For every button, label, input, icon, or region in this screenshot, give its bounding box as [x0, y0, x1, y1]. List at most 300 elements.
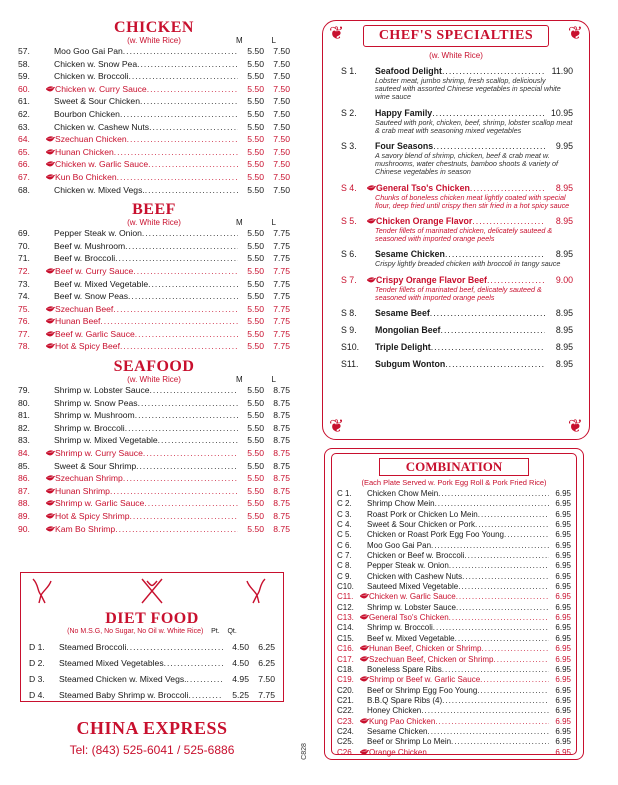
price-large: 7.75: [273, 341, 290, 352]
item-price: 6.95: [555, 489, 571, 498]
item-name: Shrimp or Beef w. Garlic Sauce: [369, 675, 481, 685]
col-l: L: [271, 36, 276, 45]
menu-item-row: [18, 146, 290, 159]
item-name: Sweet & Sour Shrimp: [54, 460, 137, 471]
item-number: 66.: [18, 159, 30, 170]
price-pint: 4.95: [232, 674, 249, 684]
item-number: C19.: [337, 675, 354, 685]
item-number: S 7.: [341, 274, 357, 285]
item-name: Chicken w. Snow Pea: [54, 58, 138, 69]
price-large: 8.75: [273, 410, 290, 421]
item-name: Beef w. Curry Sauce: [55, 265, 134, 276]
item-name: Chicken with Cashew Nuts: [367, 571, 463, 581]
menu-item-row: [18, 384, 290, 397]
menu-item-row: [341, 307, 573, 319]
diet-food-box: [20, 572, 284, 702]
chili-pepper-icon: [360, 676, 369, 685]
item-number: S 8.: [341, 308, 357, 319]
menu-item-row: [337, 572, 571, 582]
price-large: 7.50: [273, 83, 290, 94]
price-medium: 5.50: [247, 303, 264, 314]
menu-item-row: [337, 510, 571, 520]
price-large: 8.75: [273, 511, 290, 521]
menu-item-row: [337, 748, 571, 758]
menu-item-row: [337, 499, 571, 509]
price-medium: 5.50: [247, 240, 264, 251]
price-medium: 5.50: [247, 184, 264, 195]
menu-item-row: [18, 472, 290, 485]
leader-dots: [129, 70, 238, 83]
price-medium: 5.50: [247, 341, 264, 352]
item-name: Pepper Steak w. Onion: [367, 561, 449, 571]
menu-item-row: [337, 737, 571, 747]
item-number: 83.: [18, 435, 30, 446]
price-medium: 5.50: [247, 171, 264, 182]
leader-dots: [164, 655, 223, 671]
menu-item-row: [337, 582, 571, 592]
item-number: S 1.: [341, 66, 357, 76]
leader-dots: [431, 341, 545, 353]
item-number: S10.: [341, 342, 360, 353]
price-medium: 5.50: [247, 83, 264, 94]
menu-item-row: [18, 108, 290, 121]
item-description: Lobster meat, jumbo shrimp, fresh scallop, deliciously sauteed with assorted Chinese vegetables in special white wine sauce: [375, 76, 561, 102]
item-price: 6.95: [555, 561, 571, 571]
item-number: 64.: [18, 134, 30, 145]
chili-pepper-icon: [46, 305, 55, 316]
item-number: S 9.: [341, 325, 357, 336]
item-number: 77.: [18, 328, 30, 339]
chicken-title: CHICKEN: [114, 19, 194, 36]
chili-pepper-icon: [360, 614, 369, 623]
item-price: 6.95: [555, 499, 571, 509]
item-price: 6.95: [555, 664, 571, 674]
leader-dots: [427, 748, 549, 758]
price-medium: 5.50: [247, 397, 264, 408]
item-number: 76.: [18, 316, 30, 327]
price-medium: 5.50: [247, 523, 264, 534]
item-number: C 7.: [337, 551, 352, 561]
menu-item-row: [341, 358, 573, 370]
item-name: Hunan Chicken: [55, 146, 114, 157]
item-name: Subgum Wonton: [375, 359, 446, 370]
price-large: 7.50: [273, 184, 290, 195]
item-number: 84.: [18, 448, 30, 459]
price-large: 8.75: [273, 448, 290, 459]
leader-dots: [143, 447, 238, 460]
menu-item-row: [18, 171, 290, 184]
price-pint: 4.50: [232, 642, 249, 652]
menu-item-row: [18, 278, 290, 291]
item-name: Hunan Shrimp: [55, 485, 110, 496]
price-medium: 5.50: [247, 422, 264, 433]
menu-item-row: [18, 422, 290, 435]
item-name: Hunan Beef, Chicken or Shrimp: [369, 644, 482, 654]
item-name: Sweet & Sour Chicken: [54, 96, 140, 107]
leader-dots: [449, 613, 549, 623]
item-number: 82.: [18, 422, 30, 433]
price-large: 7.75: [273, 265, 290, 276]
item-number: C 2.: [337, 499, 352, 509]
chili-pepper-icon: [46, 487, 55, 498]
price-large: 7.75: [273, 278, 290, 289]
item-name: Roast Pork or Chicken Lo Mein: [367, 509, 478, 519]
menu-item-row: [18, 434, 290, 447]
corner-ornament-icon: ❦: [329, 23, 345, 43]
price-medium: 5.50: [247, 278, 264, 289]
col-l: L: [271, 218, 276, 228]
leader-dots: [125, 240, 238, 253]
price-medium: 5.50: [247, 71, 264, 82]
item-name: Hot & Spicy Beef: [55, 341, 120, 352]
item-name: Kam Bo Shrimp: [55, 523, 116, 534]
chili-pepper-icon: [46, 330, 55, 341]
item-number: D 1.: [29, 642, 45, 652]
leader-dots: [421, 706, 549, 716]
item-description: Tender fillets of marinated chicken, delicately sauteed & seasoned with imported orange peels: [375, 226, 553, 244]
restaurant-name: CHINA EXPRESS: [76, 718, 228, 738]
item-number: C26.: [337, 747, 354, 757]
menu-item-row: [337, 520, 571, 530]
price-large: 7.50: [273, 171, 290, 182]
price-medium: 5.50: [247, 328, 264, 339]
item-name: Orange Chicken: [369, 747, 427, 757]
specialty-item: [341, 341, 573, 353]
price-large: 7.50: [273, 108, 290, 119]
item-price: 8.95: [555, 342, 573, 353]
leader-dots: [145, 184, 238, 197]
price-large: 7.50: [273, 146, 290, 157]
leader-dots: [470, 182, 545, 194]
seafood-subtitle: (w. White Rice): [127, 375, 181, 385]
specialty-item: [341, 215, 573, 243]
specialty-item: [341, 307, 573, 319]
specialty-item: [341, 358, 573, 370]
price-large: 8.75: [273, 422, 290, 433]
menu-item-row: [18, 447, 290, 460]
menu-item-row: [18, 45, 290, 58]
col-m: M: [236, 36, 243, 45]
chili-pepper-icon: [46, 474, 55, 485]
menu-item-row: [18, 315, 290, 328]
menu-item-row: [337, 603, 571, 613]
leader-dots: [127, 133, 238, 146]
item-name: Steamed Chicken w. Mixed Vegs.: [59, 674, 187, 684]
item-name: Sauteed Mixed Vegetable: [367, 582, 459, 592]
item-number: 85.: [18, 460, 30, 471]
price-large: 7.75: [273, 303, 290, 314]
item-name: Shrimp w. Lobster Sauce: [367, 602, 456, 612]
item-name: Sesame Chicken: [375, 249, 445, 260]
col-l: L: [271, 375, 276, 385]
beef-section: [18, 202, 290, 353]
leader-dots: [113, 303, 238, 316]
menu-item-row: [337, 655, 571, 665]
item-price: 6.95: [555, 582, 571, 592]
leader-dots: [477, 686, 549, 696]
price-medium: 5.50: [247, 108, 264, 119]
chili-pepper-icon: [46, 267, 55, 278]
price-large: 7.50: [273, 96, 290, 107]
leader-dots: [458, 582, 549, 592]
chili-pepper-icon: [46, 499, 55, 510]
leader-dots: [462, 572, 549, 582]
item-number: 70.: [18, 240, 30, 251]
price-large: 7.75: [273, 228, 290, 239]
leader-dots: [148, 158, 238, 171]
leader-dots: [487, 274, 545, 286]
leader-dots: [464, 551, 549, 561]
price-medium: 5.50: [247, 316, 264, 327]
item-name: Chicken w. Cashew Nuts: [54, 121, 150, 132]
price-pint: 4.50: [232, 658, 249, 668]
menu-item-row: [18, 240, 290, 253]
item-price: 9.95: [555, 141, 573, 152]
leader-dots: [135, 328, 238, 341]
item-number: C14.: [337, 623, 354, 633]
item-price: 6.95: [555, 551, 571, 561]
menu-item-row: [337, 613, 571, 623]
item-price: 9.00: [555, 274, 573, 285]
item-name: Hot & Spicy Shrimp: [55, 511, 130, 521]
item-name: Steamed Baby Shrimp w. Broccoli: [59, 690, 189, 700]
price-large: 8.75: [273, 460, 290, 471]
menu-item-row: [18, 328, 290, 341]
leader-dots: [432, 107, 545, 119]
item-number: C 5.: [337, 530, 352, 540]
menu-item-row: [18, 95, 290, 108]
chili-pepper-icon: [360, 749, 369, 758]
menu-item-row: [337, 717, 571, 727]
item-number: C15.: [337, 633, 354, 643]
item-name: Beef or Shrimp Lo Mein: [367, 737, 452, 747]
price-medium: 5.50: [247, 265, 264, 276]
item-name: Shrimp w. Curry Sauce: [55, 448, 143, 459]
item-name: Shrimp w. Snow Peas: [54, 397, 138, 408]
item-description: Crispy lightly breaded chicken with broccoli in tangy sauce: [375, 259, 561, 269]
item-number: D 3.: [29, 674, 45, 684]
chili-pepper-icon: [360, 656, 369, 665]
combo-subtitle: (Each Plate Served w. Pork Egg Roll & Pork Fried Rice): [361, 478, 547, 487]
chicken-list: [18, 45, 290, 196]
specialty-item: [341, 107, 573, 135]
menu-item-row: [18, 340, 290, 353]
item-number: C 4.: [337, 520, 352, 530]
leader-dots: [110, 485, 238, 498]
price-medium: 5.50: [247, 435, 264, 446]
price-large: 7.75: [273, 291, 290, 302]
leader-dots: [140, 95, 238, 108]
leader-dots: [456, 592, 549, 602]
item-name: Chicken w. Curry Sauce: [55, 83, 147, 94]
menu-item-row: [18, 158, 290, 171]
leader-dots: [137, 58, 238, 71]
leader-dots: [187, 671, 223, 687]
specialty-item: [341, 248, 573, 268]
item-name: Beef or Shrimp Egg Foo Young: [367, 685, 478, 695]
item-name: Beef w. Mixed Vegetable: [54, 278, 149, 289]
item-price: 6.95: [555, 602, 571, 612]
item-price: 6.95: [555, 633, 571, 643]
item-name: Sesame Chicken: [367, 726, 428, 736]
menu-item-row: [337, 686, 571, 696]
chili-pepper-icon: [46, 342, 55, 353]
item-name: Shrimp w. Mushroom: [54, 410, 135, 421]
leader-dots: [449, 561, 549, 571]
leader-dots: [128, 290, 238, 303]
item-number: 60.: [18, 83, 30, 94]
leader-dots: [504, 530, 549, 540]
price-medium: 5.50: [247, 159, 264, 170]
item-number: 68.: [18, 184, 30, 195]
leader-dots: [133, 265, 238, 278]
leader-dots: [430, 307, 545, 319]
leader-dots: [478, 510, 549, 520]
chili-pepper-icon: [360, 718, 369, 727]
menu-item-row: [18, 460, 290, 473]
item-name: Chicken Orange Flavor: [376, 216, 473, 227]
leader-dots: [431, 541, 549, 551]
item-number: C11.: [337, 592, 354, 602]
menu-item-row: [29, 687, 275, 703]
item-name: B.B.Q Spare Ribs (4): [367, 695, 443, 705]
leader-dots: [138, 397, 238, 410]
price-quart: 6.25: [258, 642, 275, 652]
price-medium: 5.50: [247, 146, 264, 157]
item-name: Chicken or Roast Pork Egg Foo Young: [367, 530, 504, 540]
item-number: C 1.: [337, 489, 352, 498]
price-large: 8.75: [273, 523, 290, 534]
menu-item-row: [18, 523, 290, 536]
price-medium: 5.50: [247, 253, 264, 264]
menu-item-row: [337, 623, 571, 633]
menu-item-row: [337, 561, 571, 571]
leader-dots: [120, 108, 238, 121]
menu-item-row: [337, 665, 571, 675]
chili-pepper-icon: [46, 160, 55, 171]
item-number: 81.: [18, 410, 30, 421]
item-price: 11.90: [551, 66, 573, 76]
leader-dots: [148, 278, 238, 291]
menu-item-row: [18, 58, 290, 71]
item-number: 73.: [18, 278, 30, 289]
menu-item-row: [341, 274, 573, 286]
item-number: S 4.: [341, 182, 357, 193]
leader-dots: [475, 520, 549, 530]
chili-pepper-icon: [46, 173, 55, 184]
item-price: 6.95: [555, 737, 571, 747]
menu-item-row: [337, 706, 571, 716]
beef-subtitle: (w. White Rice): [127, 218, 181, 228]
leader-dots: [135, 409, 238, 422]
price-medium: 5.50: [247, 485, 264, 496]
phone-number: Tel: (843) 525-6041 / 525-6886: [69, 743, 235, 757]
price-large: 7.50: [273, 134, 290, 145]
item-number: 88.: [18, 498, 30, 509]
leader-dots: [149, 121, 238, 134]
leader-dots: [114, 146, 238, 159]
chili-pepper-icon: [46, 525, 55, 536]
leader-dots: [147, 83, 238, 96]
item-number: 65.: [18, 146, 30, 157]
item-name: Chicken w. Broccoli: [54, 71, 129, 82]
price-large: 8.75: [273, 397, 290, 408]
price-large: 7.50: [273, 46, 290, 56]
menu-item-row: [18, 70, 290, 83]
item-number: C 6.: [337, 540, 352, 550]
item-name: Moo Goo Gai Pan: [54, 46, 123, 56]
item-name: Seafood Delight: [375, 66, 442, 76]
chef-list: [341, 65, 573, 375]
item-name: Szechuan Beef: [55, 303, 114, 314]
item-number: C 3.: [337, 509, 352, 519]
menu-item-row: [18, 227, 290, 240]
menu-item-row: [341, 182, 573, 194]
item-number: C25.: [337, 737, 354, 747]
diet-subtitle: (No M.S.G, No Sugar, No Oil w. White Rice): [67, 628, 204, 635]
leader-dots: [136, 460, 238, 473]
menu-item-row: [18, 265, 290, 278]
item-number: D 4.: [29, 690, 45, 700]
leader-dots: [150, 384, 238, 397]
item-price: 8.95: [555, 308, 573, 319]
price-large: 8.75: [273, 473, 290, 484]
item-name: Hunan Beef: [55, 316, 101, 327]
leader-dots: [142, 227, 238, 240]
item-price: 8.95: [555, 216, 573, 227]
item-number: S 2.: [341, 107, 357, 118]
item-price: 8.95: [555, 249, 573, 260]
item-name: Steamed Broccoli: [59, 642, 127, 652]
item-number: 61.: [18, 96, 30, 107]
item-number: C16.: [337, 644, 354, 654]
price-medium: 5.50: [247, 448, 264, 459]
col-pt: Pt.: [211, 628, 220, 635]
price-medium: 5.50: [247, 228, 264, 239]
price-medium: 5.50: [247, 291, 264, 302]
chef-banner: [363, 25, 549, 47]
crane-decoration-icon: [245, 577, 269, 609]
item-name: Shrimp Chow Mein: [367, 499, 435, 509]
leader-dots: [435, 499, 549, 509]
item-number: C24.: [337, 726, 354, 736]
chili-pepper-icon: [46, 85, 55, 96]
leader-dots: [115, 252, 238, 265]
col-m: M: [236, 375, 243, 385]
item-price: 6.95: [555, 623, 571, 633]
leader-dots: [120, 340, 238, 353]
item-number: 71.: [18, 253, 30, 264]
menu-item-row: [337, 675, 571, 685]
item-number: 62.: [18, 108, 30, 119]
price-large: 7.50: [273, 58, 290, 69]
item-number: 72.: [18, 265, 30, 276]
item-number: C21.: [337, 695, 354, 705]
menu-item-row: [18, 133, 290, 146]
menu-item-row: [337, 541, 571, 551]
item-name: Beef w. Mixed Vegetable: [367, 633, 455, 643]
price-medium: 5.50: [247, 385, 264, 396]
crane-decoration-icon: [29, 577, 53, 609]
item-number: C17.: [337, 654, 354, 664]
seafood-section: [18, 359, 290, 535]
item-number: D 2.: [29, 658, 45, 668]
item-number: 58.: [18, 58, 30, 69]
item-price: 6.95: [555, 540, 571, 550]
item-name: Honey Chicken: [367, 706, 422, 716]
chili-pepper-icon: [360, 645, 369, 654]
beef-title: BEEF: [132, 201, 176, 219]
